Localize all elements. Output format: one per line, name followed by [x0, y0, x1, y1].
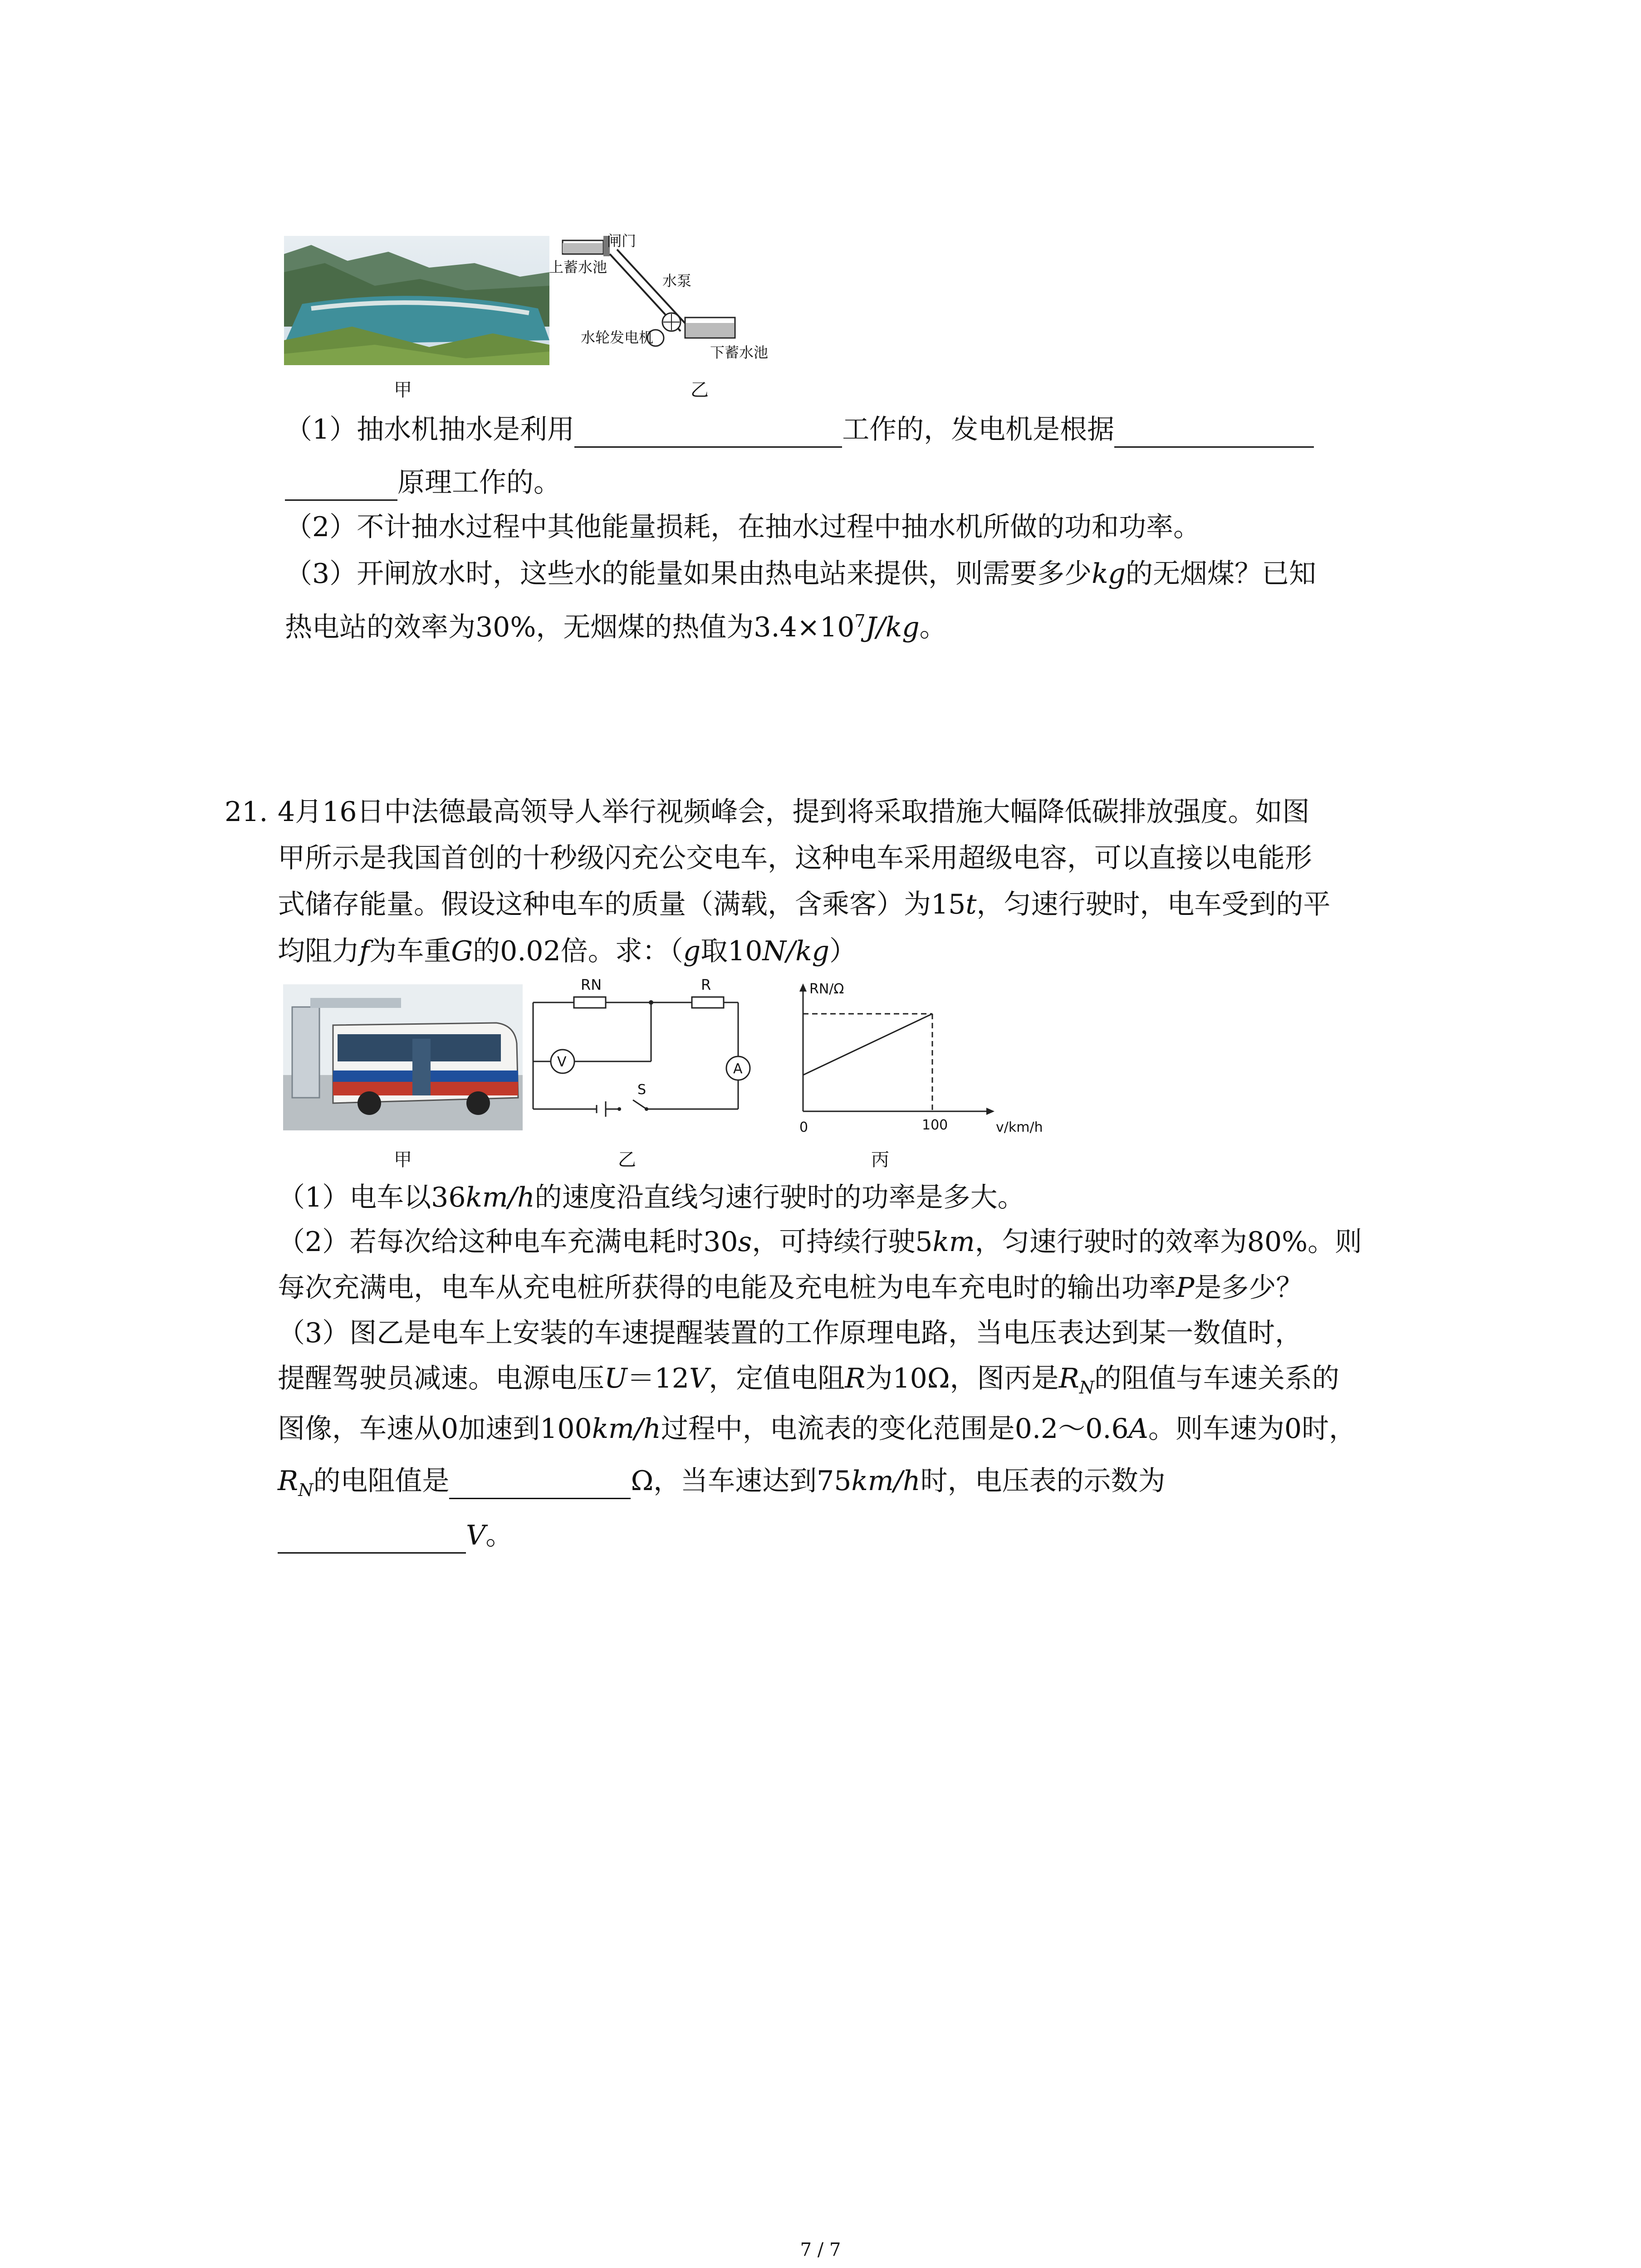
r-resistor-label: R — [701, 976, 711, 993]
caption-yi: 乙 — [691, 380, 709, 401]
q20-part3-line2: 热电站的效率为30%，无烟煤的热值为$3.4\times 10^7J/kg$。 — [285, 611, 947, 643]
rn-speed-graph — [789, 975, 1062, 1139]
q20-part1-line2: 原理工作的。 — [285, 464, 561, 501]
q21-stem-line3: 式储存能量。假设这种电车的质量（满载，含乘客）为15t，匀速行驶时，电车受到的平 — [278, 889, 1331, 920]
q21-caption-yi: 乙 — [618, 1149, 636, 1170]
pump-label: 水泵 — [662, 272, 692, 289]
lower-pool-label: 下蓄水池 — [710, 344, 769, 361]
page-number: 7 / 7 — [800, 2239, 841, 2260]
q21-part3-line5: V。 — [278, 1517, 513, 1554]
question-number-21: 21. — [225, 796, 268, 828]
voltmeter-label: V — [557, 1054, 567, 1070]
upper-pool-label: 上蓄水池 — [549, 259, 607, 276]
q21-stem-line1: 4月16日中法德最高领导人举行视频峰会，提到将采取措施大幅降低碳排放强度。如图 — [278, 796, 1310, 828]
caption-jia: 甲 — [394, 380, 412, 401]
q20-part1-line1: （1）抽水机抽水是利用 工作的，发电机是根据 — [285, 411, 1314, 448]
answer-blank-1[interactable] — [574, 417, 842, 448]
q21-part3-line4: $R_N$的电阻值是 Ω，当车速达到75km/h时，电压表的示数为 — [278, 1465, 1166, 1500]
answer-blank-2-cont[interactable] — [285, 470, 397, 501]
answer-blank-rn[interactable] — [449, 1469, 631, 1499]
q20-part2: （2）不计抽水过程中其他能量损耗，在抽水过程中抽水机所做的功和功率。 — [285, 511, 1201, 543]
x-tick-100: 100 — [922, 1117, 948, 1133]
q21-part2-line2: 每次充满电，电车从充电桩所获得的电能及充电桩为电车充电时的输出功率P是多少？ — [278, 1272, 1303, 1304]
q21-caption-jia: 甲 — [394, 1149, 412, 1170]
ammeter-label: A — [733, 1061, 743, 1077]
q21-stem-line4: 均阻力f为车重G的0.02倍。求：（g取10N/kg） — [278, 935, 857, 967]
rn-resistor-label: RN — [581, 976, 602, 993]
q21-part3-line2: 提醒驾驶员减速。电源电压U＝12V，定值电阻R为10Ω，图丙是$R_N$的阻值与车速关系的 — [278, 1363, 1339, 1398]
circuit-diagram — [529, 971, 755, 1129]
pumped-storage-diagram — [549, 227, 794, 372]
y-axis-label: RN/Ω — [809, 981, 844, 997]
x-tick-0: 0 — [799, 1119, 808, 1135]
answer-blank-voltage[interactable] — [278, 1523, 466, 1554]
turbine-label: 水轮发电机 — [581, 329, 654, 346]
q21-part3-line3: 图像，车速从0加速到100km/h过程中，电流表的变化范围是0.2～0.6A。则车速为0时， — [278, 1413, 1357, 1445]
bus-photo — [283, 984, 523, 1130]
x-axis-label: v/km/h — [996, 1119, 1043, 1135]
q21-part2-line1: （2）若每次给这种电车充满电耗时30s，可持续行驶5km，匀速行驶时的效率为80%。则 — [278, 1226, 1362, 1258]
q21-part3-line1: （3）图乙是电车上安装的车速提醒装置的工作原理电路，当电压表达到某一数值时， — [278, 1317, 1303, 1349]
q21-stem-line2: 甲所示是我国首创的十秒级闪充公交电车，这种电车采用超级电容，可以直接以电能形 — [278, 842, 1312, 874]
q21-part1: （1）电车以36km/h的速度沿直线匀速行驶时的功率是多大。 — [278, 1182, 1025, 1213]
gate-label: 闸门 — [607, 232, 637, 249]
answer-blank-2[interactable] — [1114, 417, 1314, 448]
switch-label: S — [637, 1082, 647, 1098]
reservoir-photo — [284, 236, 549, 365]
q20-part3-line1: （3）开闸放水时，这些水的能量如果由热电站来提供，则需要多少kg的无烟煤？已知 — [285, 558, 1316, 590]
q21-caption-bing: 丙 — [871, 1149, 889, 1170]
